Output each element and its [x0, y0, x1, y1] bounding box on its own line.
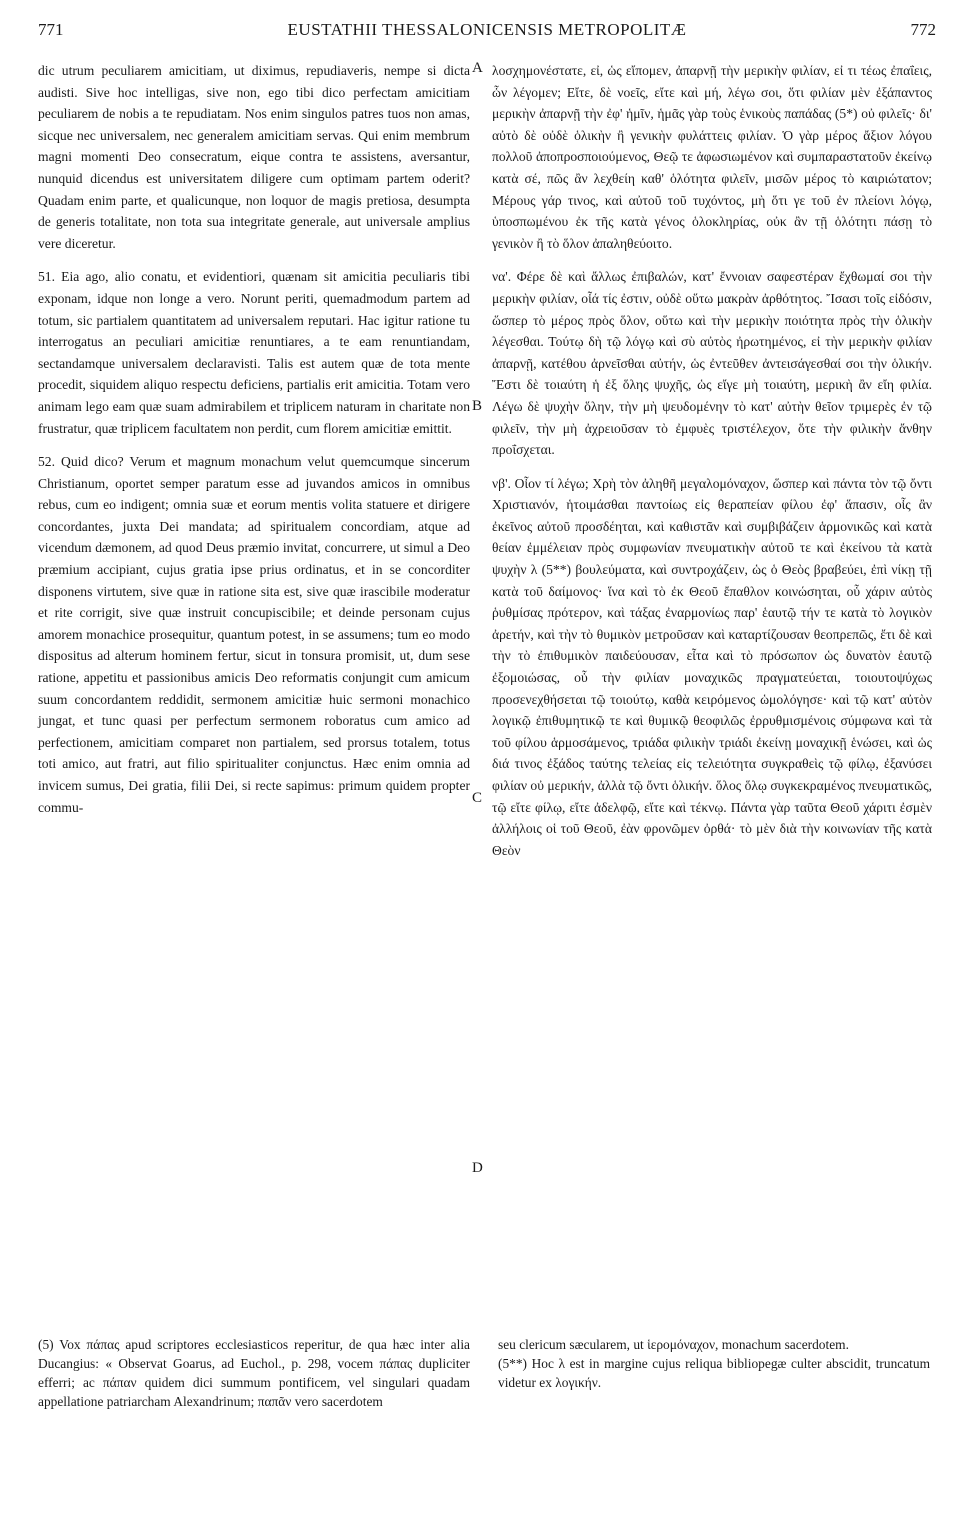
margin-letter-a: A — [472, 60, 483, 76]
latin-paragraph-52: 52. Quid dico? Verum et magnum monachum velut quemcumque sincerum Christianum, oportet semper paratum esse ad juvandos amicos in omnibus rebus, cum eo indigent; omnia suæ et eorum mentis volita statuere et dirigere concordantes, juxta Dei mandata; ad spiritualem concordiam, atque ad vicendum dæmonem, ad quod Deus præmio invitat, concurrere, ut simul a Deo præmium accipiant, cujus gratia ipse prius ordinatus, et in se concorditer disponens virtutem, sive quæ in ratione sita est, sive quæ irascibile moderatur et rite corrigit, sive quæ instruit concupiscibile; et deinde personam cujus amorem monachice prosequitur, quantum potest, in se assumens; tum eo modo dispositus ad alterum hominem fertur, sicut in tonsura promisit, ut, dum sese ratione, appetitu et passionibus amicis Deo reformatis conjungit cum amicum suum concordantem reddidit, sermonem amicitiæ huic sermoni monachico jungat, et tunc quasi per perfectum sermonem roboratus cum amico ad perfectionem, amicitiam comparet non partialem, sed prorsus totalem, totus toti amico, aut fratri, aut filio spiritualiter conjunctus. Hæc enim omnia ad invicem sumus, Dei gratia, filii Dei, si recte sapimus: primum quidem propter commu- — [38, 454, 470, 815]
margin-letter-d: D — [472, 1160, 483, 1176]
greek-column — [492, 60, 932, 861]
page-number-right: 772 — [910, 20, 936, 39]
footnote-5: (5) Vox πάπας apud scriptores ecclesiasticos reperitur, de qua hæc inter alia Ducangius: « Observat Goarus, ad Euchol., p. 298, vocem πάπας dupliciter efferri; ac πάπαν quidem dici summum pontificem, vel singulari quadam appellatione patriarcham Alexandrinum; παπᾶν vero sacerdotem — [38, 1337, 470, 1409]
footnotes-right — [498, 1335, 930, 1392]
greek-paragraph-1: λοσχημονέστατε, εἰ, ὡς εἴπομεν, ἀπαρνῇ τὴν μερικὴν φιλίαν, εἰ τι τέως ἐπαΐεις, ὧν λέγομεν; Εἴτε, δὲ νοεῖς, εἴτε καὶ μή, λέγω σοι, ὅτι φιλίαν μὲν ἐξάπαντος μερικὴν ἀπαρνῇ τὴν ἐφ' ἡμῖν, ἡμᾶς γὰρ τοὺς ἑνικοὺς παπάδας (5*) οὐ φιλεῖς· δι' αὐτὸ δὲ οὐδὲ ὁλικὴν ἢ γενικὴν φυλάττεις φιλίαν. Ὁ γὰρ μέρος ἄξιον λόγου πολλοῦ ἀποπροσποιούμενος, Θεῷ τε ἀφωσιωμένον καὶ συμπαραστατοῦν ἐκείνῳ κατὰ σέ, πῶς ἂν λεχθείη καθ' ὁλότητα φιλεῖν, μισῶν μέρος τὸ καιριώτατον; Μέρους γάρ τινος, καὶ αὐτοῦ τοῦ τυχόντος, μὴ ὅτι γε τοῦ ἐν πλείονι λόγῳ, ὑποσπωμένου ἐκ τῆς κατὰ γένος ὁλοκληρίας, οὐκ ἂν τῇ ὁλότητι πάσῃ τὸ γενικὸν ἢ τὸ ὅλον ἀπαληθεύοιτο. — [492, 63, 932, 251]
latin-paragraph-1: dic utrum peculiarem amicitiam, ut diximus, repudiaveris, nempe si dicta audisti. Sive hoc intelligas, sive non, ego tibi dico perfectam amicitiam peculiarem de nobis a te repudiatam. Nos enim singulos patres tuos non amas, sicque nec universalem, nec generalem amicitiam servas. Qui enim membrum magni momenti Deo consecratum, eique contra te assistens, aversantur, nunquid dicendus est universitatem diligere cum optimam partem oderit? Quadam enim parte, et qualicunque, non loquor de magis pretiosa, desumpta de generis totalitate, non tota sua integritate generale, aut universale amplius vere diceretur. — [38, 63, 470, 251]
page-header — [38, 20, 936, 60]
latin-paragraph-51: 51. Eia ago, alio conatu, et evidentiori, quænam sit amicitia peculiaris tibi exponam, idque non longe a vero. Norunt periti, quemadmodum partem ad totum, sic partialem quantitatem ad universalem reputari. Hac igitur ratione tu interrogatus an peculiari amicitiæ renuntiares, a te eam renuntiandam, sectandamque universalem declaravisti. Talis est autem quæ de tota mente procedit, siquidem aliquo respectu deficiens, partialis erit amicitia. Totam vero animam lego eam quæ suam admirabilem et triplicem naturam in charitate non frustratur, quæ triplicem facultatem non perdit, cum florem amicitiæ emittit. — [38, 269, 470, 436]
footnote-5-continued: seu clericum sæcularem, ut ἱερομόναχον, monachum sacerdotem. — [498, 1337, 849, 1352]
running-title: EUSTATHII THESSALONICENSIS METROPOLITÆ — [287, 20, 687, 39]
footnotes-left — [38, 1335, 470, 1411]
footnote-5-double-star: (5**) Hoc λ est in margine cujus reliqua bibliopegæ culter abscidit, truncatum videtur ex λογικήν. — [498, 1356, 930, 1390]
latin-column — [38, 60, 470, 818]
page-number-left: 771 — [38, 20, 64, 39]
margin-letter-c: C — [472, 790, 483, 806]
greek-paragraph-52: νβ'. Οἷον τί λέγω; Χρὴ τὸν ἀληθῆ μεγαλομόναχον, ὥσπερ καὶ πάντα τὸν τῷ ὄντι Χριστιανόν, ἡτοιμάσθαι παντοίως εἰς θεραπείαν φίλου ἐφ' ἅπασιν, οἷς ἂν ἐκεῖνος αὐτοῦ προσδέηται, καὶ καθιστᾶν καὶ συμβιβάζειν ἁρμονικῶς καὶ κατὰ θείαν ἐμμέλειαν πρὸς συμφωνίαν πνευματικὴν αὐτοῦ τε καὶ ἐκείνου τὰ κατὰ ψυχὴν λ (5**) βουλεύματα, καὶ συντροχάζειν, ὡς ὁ Θεὸς βραβεύει, ἐπὶ νίκῃ τῇ κατὰ τοῦ δαίμονος· ἵνα καὶ τὸ ἐκ Θεοῦ ἔπαθλον κοινώσηται, οὗ χάριν αὐτὸς ῥυθμίσας πρότερον, καὶ τάξας ἐναρμονίως παρ' ἑαυτῷ τήν τε κατὰ τὸ λογικὸν ἀρετήν, καὶ τὴν τὸ θυμικὸν μετροῦσαν καὶ καταρτίζουσαν θεοπρεπῶς, ἔτι δὲ καὶ τὴν τὸ ἐπιθυμικὸν παιδεύουσαν, εἶτα καὶ τὸ πρόσωπον ὡς δυνατὸν ἑαυτῷ ἐξομοιώσας, οὗ τὴν φιλίαν μοναχικῶς πραγματεύεται, τοιουτοψύχως προσενεχθήσεται τῷ τοιούτῳ, καθὰ κειρόμενος ὡμολόγησε· καὶ τῷ κατ' αὐτὸν λογικῷ ἐπιθυμητικῷ τε καὶ θυμικῷ θεοφιλῶς ἐρρυθμισμένοις σύμφωνα καὶ τὰ τοῦ φίλου ἁρμοσάμενος, τριάδα φιλικὴν τριάδι ἐκείνῃ μοναχικῇ ἑνώσει, καὶ ὡς διά τινος ἐξάδος ταύτης τελείας εἰς τελειότητα συγκραθεὶς τῷ φίλῳ, ἐξανύσει φιλίαν οὐ μερικήν, ἀλλὰ τῷ ὄντι ὁλικήν. ὅλος ὅλῳ συγκεκραμένος πνευματικῶς, τῷ εἴτε φίλῳ, εἴτε ἀδελφῷ, εἴτε καὶ τέκνῳ. Πάντα γὰρ ταῦτα Θεοῦ χάριτι ἐσμὲν ἀλλήλοις οἱ τοῦ Θεοῦ, ἐὰν φρονῶμεν ὀρθά· τὸ μὲν διὰ τὴν κοινωνίαν τῆς κατὰ Θεὸν — [492, 475, 932, 858]
margin-letter-b: B — [472, 398, 483, 414]
greek-paragraph-51: να'. Φέρε δὲ καὶ ἄλλως ἐπιβαλών, κατ' ἔννοιαν σαφεστέραν ἔχθωμαί σοι τὴν μερικὴν φιλίαν, οἷά τίς ἐστιν, οὐδὲ οὕτω μακρὰν ἀρθότητος. Ἴσασι τοῖς εἰδόσιν, ὥσπερ τὸ μέρος πρὸς ὅλον, οὕτω καὶ τὴν μερικὴν ποιότητα πρὸς τὴν ὁλικὴν λέγεσθαι. Τούτῳ δὴ τῷ λόγῳ καὶ σὺ αὐτὸς ἠρωτημένος, εἰ τὴν μερικὴν φιλίαν ἀπαρνῇ, κατέθου ἀρνεῖσθαι αὐτήν, ὡς ἐντεῦθεν ἀντεισάγεσθαί σοι τὴν ὁλικήν. Ἔστι δὲ τοιαύτη ἡ ἐξ ὅλης ψυχῆς, ὡς εἴγε μὴ τοιαύτη, μερικὴ ἂν εἴη φιλία. Λέγω δὲ ψυχὴν ὅλην, τὴν μὴ ψευδομένην τὸ κατ' αὐτὴν θεῖον τριμερὲς ἐν τῷ φιλεῖν, τὴν μὴ ἀχρειοῦσαν τὸ ἐμφυὲς τριστέλεχον, ὅτε τὴν φιλικὴν ἄνθην προΐσχεται. — [492, 269, 932, 458]
